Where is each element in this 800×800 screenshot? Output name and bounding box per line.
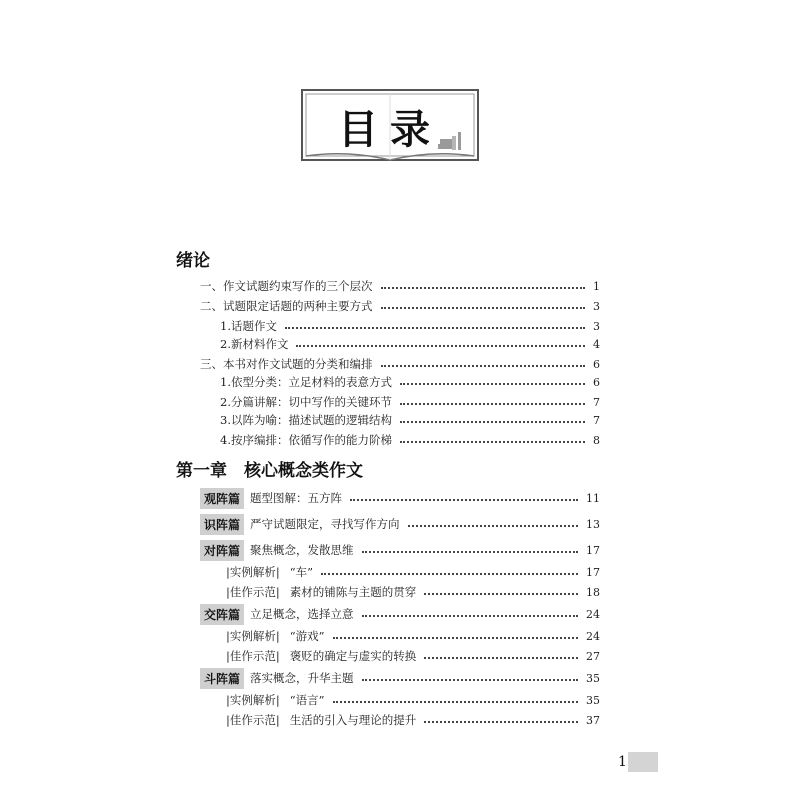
toc-entry[interactable] [200,354,600,374]
entry-page: 3 [593,299,600,313]
page-number: 1 [618,754,627,770]
dot-leader [333,701,578,703]
section-heading-chapter-1: 第一章 核心概念类作文 [176,461,363,481]
entry-label: 题型图解：五方阵 [250,491,343,505]
entry-bracket-label: |实例解析| [226,693,280,707]
entry-page: 35 [586,693,600,707]
toc-entry[interactable] [220,430,600,450]
entry-label: 素材的铺陈与主题的贯穿 [289,585,417,599]
dot-leader [362,615,578,617]
toc-entry[interactable] [226,710,600,730]
entry-label: 落实概念，升华主题 [250,671,354,685]
entry-page: 11 [586,491,600,505]
toc-entry[interactable] [226,562,600,582]
section-tag: 斗阵篇 [200,668,244,689]
toc-entry[interactable] [200,604,600,624]
entry-label: “语言” [289,693,325,707]
dot-leader [350,499,578,501]
dot-leader [381,307,586,309]
toc-entry[interactable] [220,316,600,336]
entry-page: 3 [593,319,600,333]
entry-label: 3.以阵为喻：描述试题的逻辑结构 [220,413,392,427]
dot-leader [296,345,585,347]
dot-leader [381,365,586,367]
dot-leader [408,525,578,527]
entry-page: 6 [593,357,600,371]
toc-entry[interactable] [200,668,600,688]
dot-leader [381,287,586,289]
toc-entry[interactable] [226,582,600,602]
entry-page: 7 [593,395,600,409]
toc-entry[interactable] [200,514,600,534]
entry-page: 6 [593,375,600,389]
dot-leader [362,679,578,681]
entry-page: 7 [593,413,600,427]
entry-bracket-label: |实例解析| [226,565,280,579]
entry-page: 1 [593,279,600,293]
entry-bracket-label: |实例解析| [226,629,280,643]
entry-label: 2.分篇讲解：切中写作的关键环节 [220,395,392,409]
section-tag: 识阵篇 [200,514,244,535]
section-tag: 交阵篇 [200,604,244,625]
toc-entry[interactable] [220,372,600,392]
entry-page: 18 [586,585,600,599]
entry-page: 35 [586,671,600,685]
toc-entry[interactable] [220,334,600,354]
toc-entry[interactable] [226,626,600,646]
toc-entry[interactable] [226,646,600,666]
toc-entry[interactable] [220,410,600,430]
dot-leader [400,383,585,385]
entry-label: 立足概念，选择立意 [250,607,354,621]
section-tag: 观阵篇 [200,488,244,509]
entry-label: “游戏” [289,629,325,643]
dot-leader [321,573,578,575]
entry-bracket-label: |佳作示范| [226,585,280,599]
toc-title-block [300,88,480,166]
entry-label: 1.依型分类：立足材料的表意方式 [220,375,392,389]
toc-entry[interactable] [200,488,600,508]
entry-page: 4 [593,337,600,351]
entry-bracket-label: |佳作示范| [226,649,280,663]
entry-label: 生活的引入与理论的提升 [289,713,417,727]
entry-label: 三、本书对作文试题的分类和编排 [200,357,373,371]
entry-label: 褒贬的确定与虚实的转换 [289,649,417,663]
entry-label: 2.新材料作文 [220,337,289,351]
section-heading-introduction: 绪论 [176,251,210,271]
dot-leader [424,593,578,595]
page-number-box [628,752,658,772]
entry-label: 聚焦概念，发散思维 [250,543,354,557]
entry-label: 严守试题限定，寻找写作方向 [250,517,400,531]
toc-entry[interactable] [220,392,600,412]
entry-page: 17 [586,565,600,579]
entry-label: 二、试题限定话题的两种主要方式 [200,299,373,313]
entry-page: 8 [593,433,600,447]
entry-bracket-label: |佳作示范| [226,713,280,727]
page-title: 目录 [338,107,442,153]
entry-label: 1.话题作文 [220,319,277,333]
dot-leader [333,637,578,639]
toc-entry[interactable] [200,296,600,316]
dot-leader [285,327,585,329]
toc-entry[interactable] [226,690,600,710]
toc-entry[interactable] [200,276,600,296]
dot-leader [400,421,585,423]
dot-leader [424,721,578,723]
entry-page: 13 [586,517,600,531]
section-tag: 对阵篇 [200,540,244,561]
entry-page: 27 [586,649,600,663]
entry-page: 37 [586,713,600,727]
dot-leader [400,441,585,443]
entry-label: 一、作文试题约束写作的三个层次 [200,279,373,293]
entry-page: 17 [586,543,600,557]
entry-label: 4.按序编排：依循写作的能力阶梯 [220,433,392,447]
dot-leader [424,657,578,659]
entry-page: 24 [586,629,600,643]
toc-entry[interactable] [200,540,600,560]
entry-page: 24 [586,607,600,621]
entry-label: “车” [289,565,314,579]
dot-leader [400,403,585,405]
dot-leader [362,551,578,553]
